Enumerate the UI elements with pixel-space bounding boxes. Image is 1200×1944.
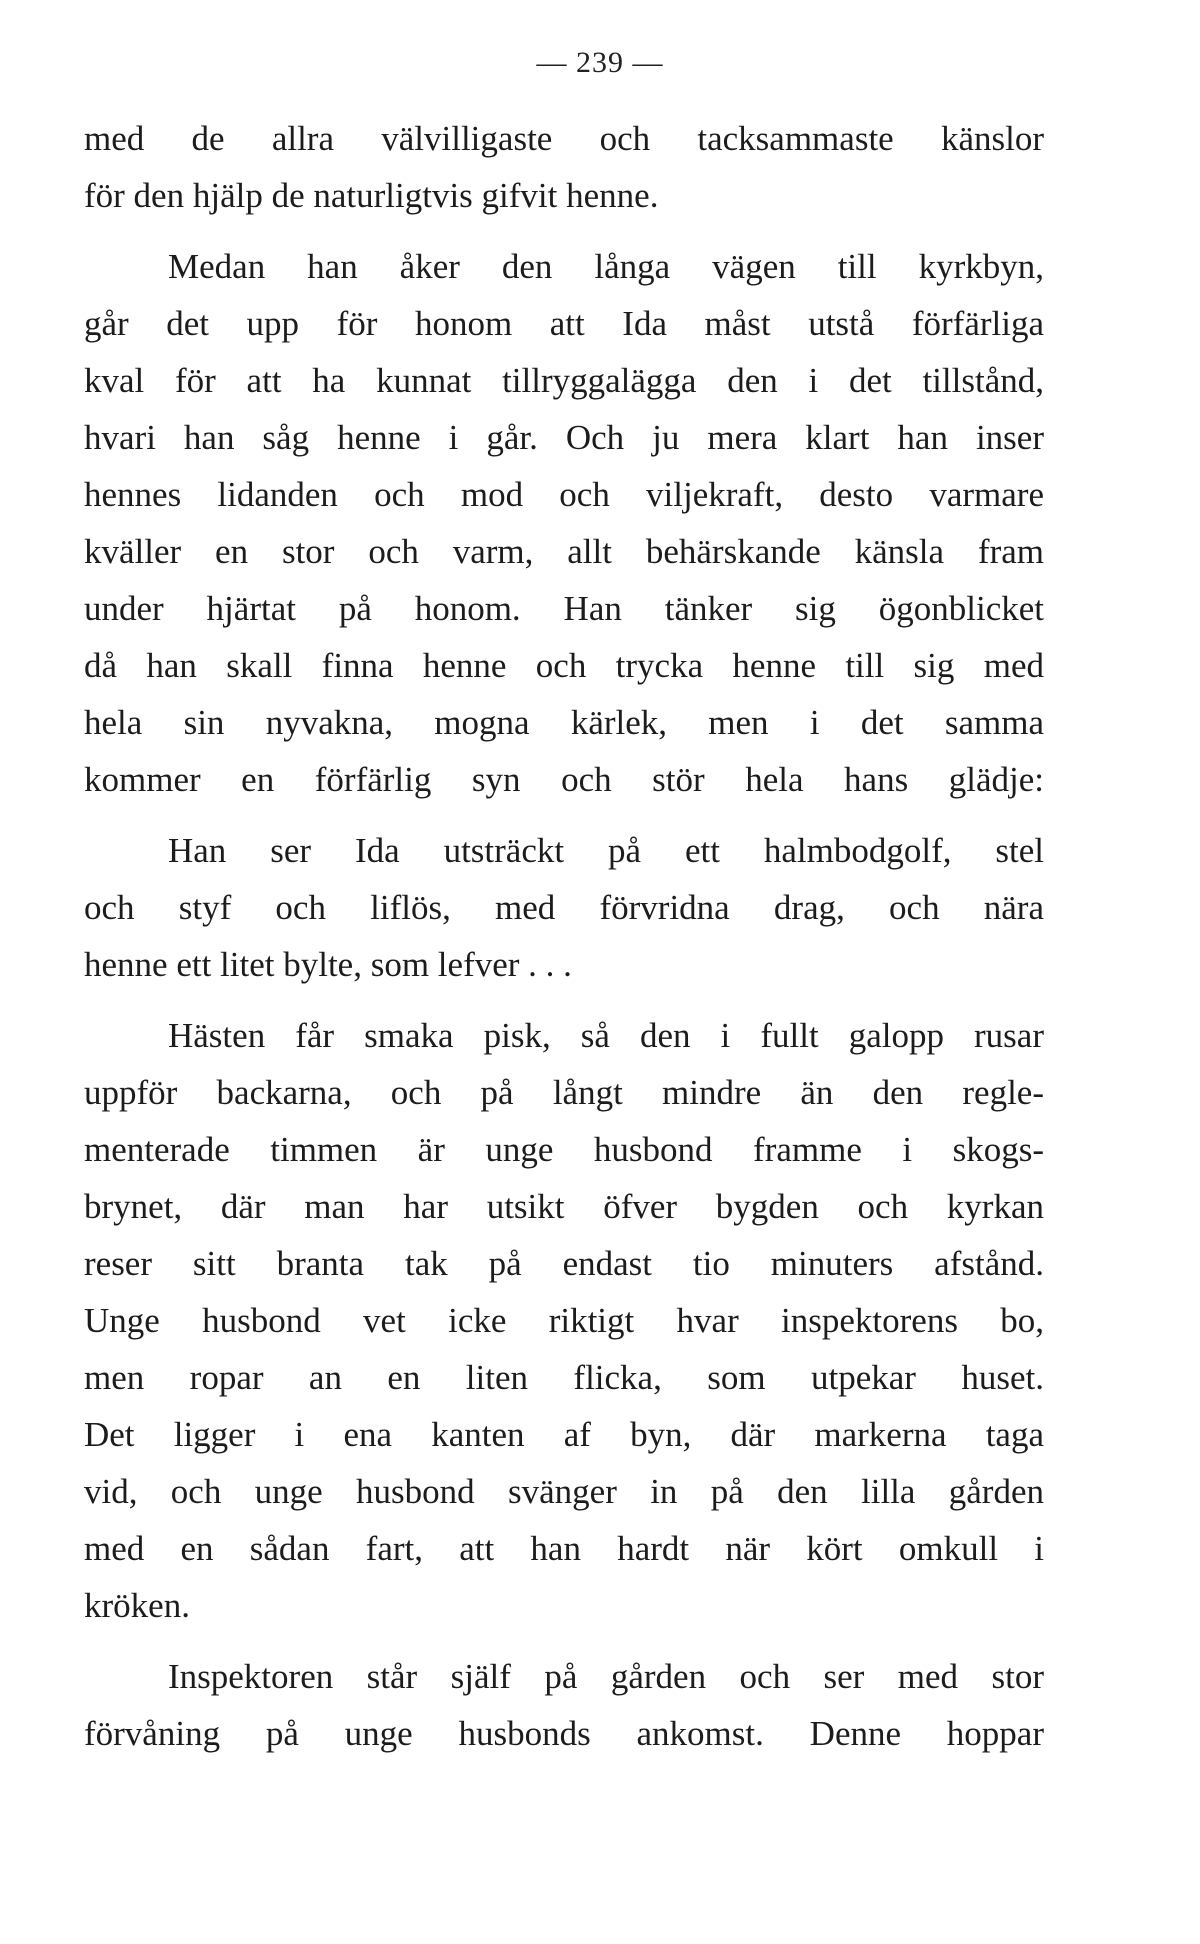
text-line: med en sådan fart, att han hardt när kört omkull i <box>84 1529 1044 1568</box>
text-line: för den hjälp de naturligtvis gifvit henne. <box>84 176 659 215</box>
text-line: Unge husbond vet icke riktigt hvar inspektorens bo, <box>84 1301 1044 1340</box>
text-line: hela sin nyvakna, mogna kärlek, men i det samma <box>84 703 1044 742</box>
text-line: under hjärtat på honom. Han tänker sig ögonblicket <box>84 589 1044 628</box>
text-line: hvari han såg henne i går. Och ju mera klart han inser <box>84 418 1044 457</box>
text-line: menterade timmen är unge husbond framme i skogs- <box>84 1130 1044 1169</box>
text-line: reser sitt branta tak på endast tio minuters afstånd. <box>84 1244 1044 1283</box>
text-line: Medan han åker den långa vägen till kyrkbyn, <box>168 247 1044 286</box>
text-line: vid, och unge husbond svänger in på den lilla gården <box>84 1472 1044 1511</box>
paragraph <box>84 238 1044 808</box>
text-line: Inspektoren står själf på gården och ser med stor <box>168 1657 1044 1696</box>
text-line: Hästen får smaka pisk, så den i fullt galopp rusar <box>168 1016 1044 1055</box>
text-line: uppför backarna, och på långt mindre än den regle- <box>84 1073 1044 1112</box>
paragraph <box>84 1648 1044 1762</box>
text-line: då han skall finna henne och trycka henne till sig med <box>84 646 1044 685</box>
paragraph <box>84 822 1044 993</box>
text-line: kröken. <box>84 1586 190 1625</box>
text-line: men ropar an en liten flicka, som utpekar huset. <box>84 1358 1044 1397</box>
page-number: — 239 — <box>536 46 664 79</box>
text-line: och styf och liflös, med förvridna drag, och nära <box>84 888 1044 927</box>
text-line: förvåning på unge husbonds ankomst. Denne hoppar <box>84 1714 1044 1753</box>
text-line: Han ser Ida utsträckt på ett halmbodgolf, stel <box>168 831 1044 870</box>
text-line: går det upp för honom att Ida måst utstå förfärliga <box>84 304 1044 343</box>
paragraph <box>84 110 1044 224</box>
text-line: henne ett litet bylte, som lefver . . . <box>84 945 572 984</box>
paragraph <box>84 1007 1044 1634</box>
text-line: kval för att ha kunnat tillryggalägga den i det tillstånd, <box>84 361 1044 400</box>
text-line: Det ligger i ena kanten af byn, där markerna taga <box>84 1415 1044 1454</box>
text-line: brynet, där man har utsikt öfver bygden och kyrkan <box>84 1187 1044 1226</box>
text-line: med de allra välvilligaste och tacksammaste känslor <box>84 119 1044 158</box>
body-text <box>84 110 1044 1762</box>
text-line: kväller en stor och varm, allt behärskande känsla fram <box>84 532 1044 571</box>
text-line: kommer en förfärlig syn och stör hela hans glädje: <box>84 760 1044 799</box>
text-line: hennes lidanden och mod och viljekraft, desto varmare <box>84 475 1044 514</box>
